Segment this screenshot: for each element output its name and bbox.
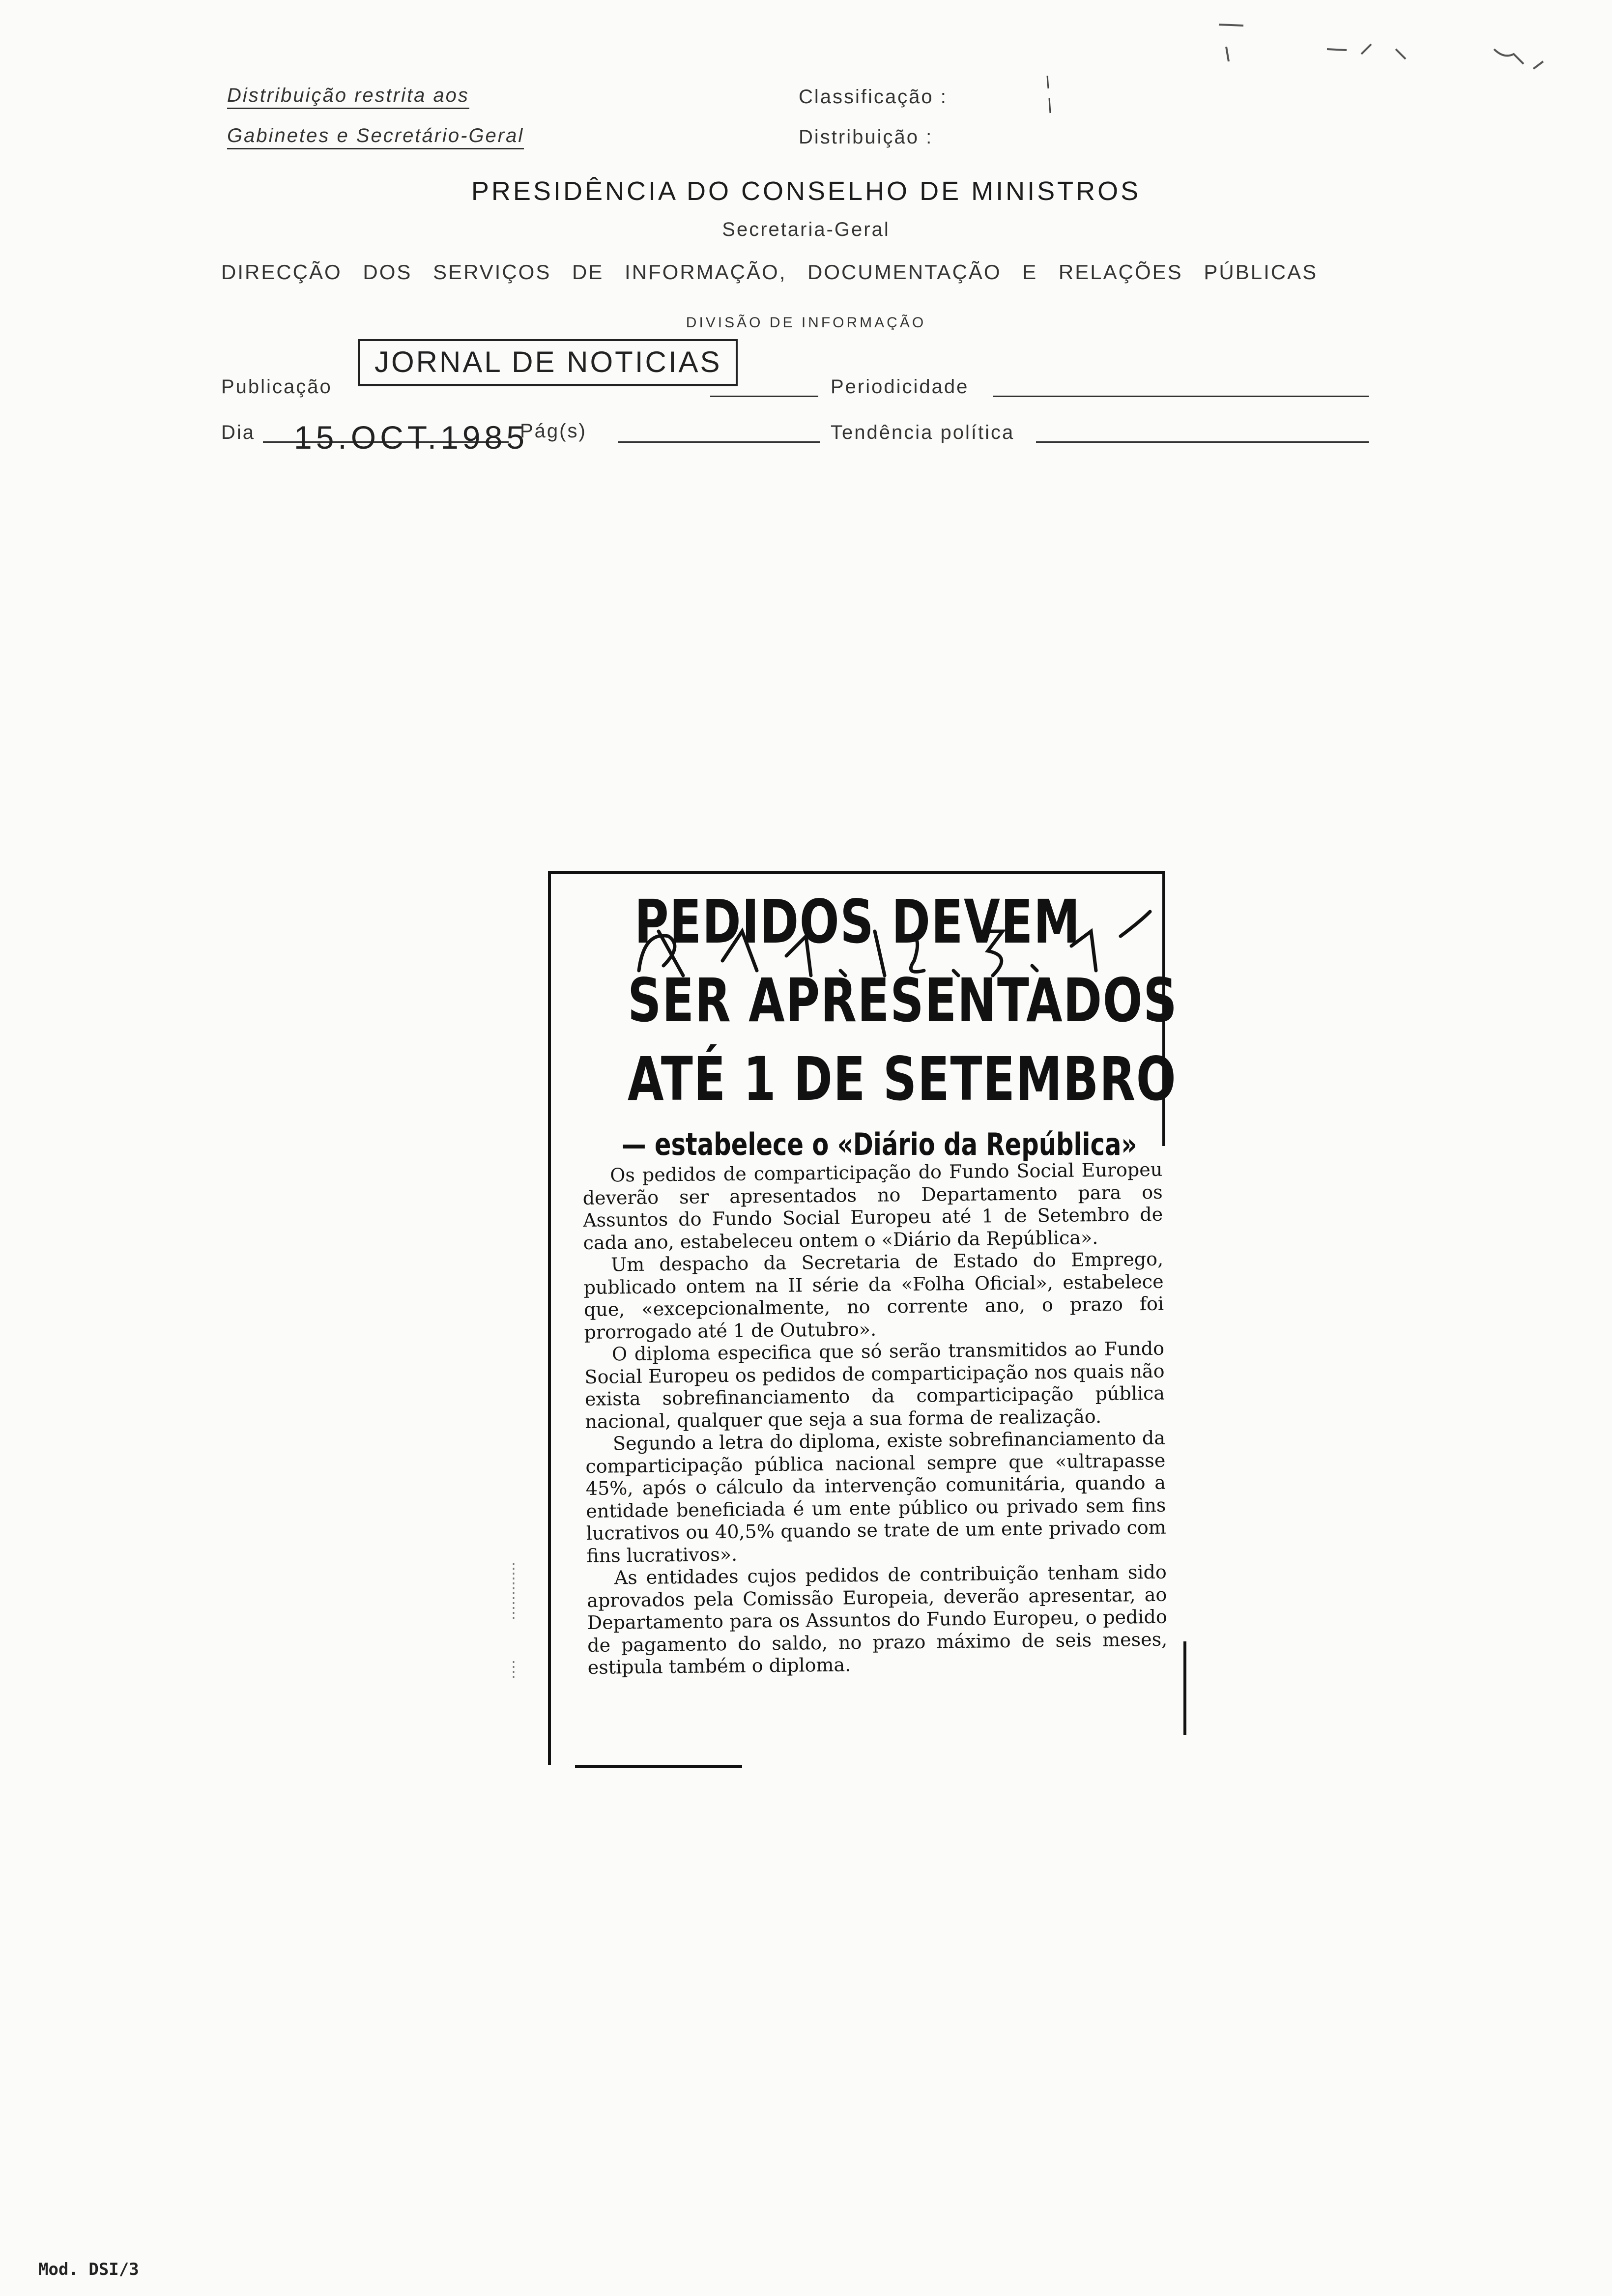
org-title: PRESIDÊNCIA DO CONSELHO DE MINISTROS bbox=[471, 176, 1141, 206]
pages-label: Pág(s) bbox=[520, 420, 587, 442]
distribution-restricted-line1: Distribuição restrita aos bbox=[227, 85, 469, 109]
clipping-border-top bbox=[548, 871, 1165, 874]
org-subtitle: Secretaria-Geral bbox=[722, 219, 890, 240]
handwritten-date-note bbox=[629, 902, 1165, 990]
form-code: Mod. DSI/3 bbox=[38, 2260, 139, 2279]
headline-line3: ATÉ 1 DE SETEMBRO bbox=[628, 1044, 1177, 1114]
article-paragraph-4: Segundo a letra do diploma, existe sobrefinanciamento da comparticipação pública nacional sempre que «ultrapasse 45%, após o cálculo da intervenção comunitária, quando a entidade beneficiada é um ente público ou privado sem fins lucrativos ou 40,5% quando se trate de um ente privado com fins lucrativos». bbox=[585, 1427, 1167, 1567]
distribution-label: Distribuição : bbox=[799, 126, 933, 148]
article-body bbox=[582, 1159, 1168, 1679]
publication-stamp: JORNAL DE NOTICIAS bbox=[358, 339, 738, 386]
distribution-restricted-line2: Gabinetes e Secretário-Geral bbox=[227, 125, 524, 149]
headline-line1: PEDIDOS DEVEM bbox=[634, 887, 1081, 957]
pages-line bbox=[618, 441, 820, 443]
periodicity-label: Periodicidade bbox=[831, 376, 969, 398]
clipping-border-left bbox=[548, 871, 551, 1765]
clipping-border-bottom bbox=[575, 1765, 742, 1768]
article-paragraph-3: O diploma especifica que só serão transmitidos ao Fundo Social Europeu os pedidos de comparticipação nos quais não exista sobrefinanciamento da comparticipação pública nacional, qualquer que seja a sua forma de realização. bbox=[584, 1337, 1165, 1433]
article-paragraph-1: Os pedidos de comparticipação do Fundo Social Europeu deverão ser apresentados no Departamento para os Assuntos do Fundo Social Europeu até 1 de Setembro de cada ano, estabeleceu ontem o «Diário da República». bbox=[582, 1158, 1163, 1254]
periodicity-line bbox=[993, 396, 1369, 397]
article-paragraph-5: As entidades cujos pedidos de contribuição tenham sido aprovados pela Comissão Europeia, deverão apresentar, ao Departamento para os Assuntos do Fundo Europeu, o pedido de pagamento do saldo, no prazo máximo de seis meses, estipula também o diploma. bbox=[587, 1561, 1168, 1678]
division-title: DIVISÃO DE INFORMAÇÃO bbox=[686, 315, 926, 331]
publication-label: Publicação bbox=[221, 376, 332, 398]
subheadline: — estabelece o «Diário da República» bbox=[622, 1126, 1137, 1162]
headline-line2: SER APRESENTADOS bbox=[628, 966, 1178, 1035]
day-label: Dia bbox=[221, 422, 256, 443]
margin-dots bbox=[509, 1563, 518, 1681]
political-tendency-label: Tendência política bbox=[831, 422, 1015, 443]
scribble-tick bbox=[1044, 74, 1054, 118]
directorate-title: DIRECÇÃO DOS SERVIÇOS DE INFORMAÇÃO, DOCUMENTAÇÃO E RELAÇÕES PÚBLICAS bbox=[221, 260, 1318, 284]
scribble-marks bbox=[1199, 15, 1553, 84]
political-tendency-line bbox=[1036, 441, 1369, 443]
date-stamp: 15.OCT.1985 bbox=[294, 419, 528, 456]
publication-line bbox=[710, 396, 818, 397]
clipping-border-right-lower bbox=[1183, 1641, 1186, 1735]
article-paragraph-2: Um despacho da Secretaria de Estado do Emprego, publicado ontem na II série da «Folha Oficial», estabelece que, «excepcionalmente, no corrente ano, o prazo foi prorrogado até 1 de Outubro». bbox=[583, 1248, 1164, 1343]
classification-label: Classificação : bbox=[799, 86, 948, 108]
